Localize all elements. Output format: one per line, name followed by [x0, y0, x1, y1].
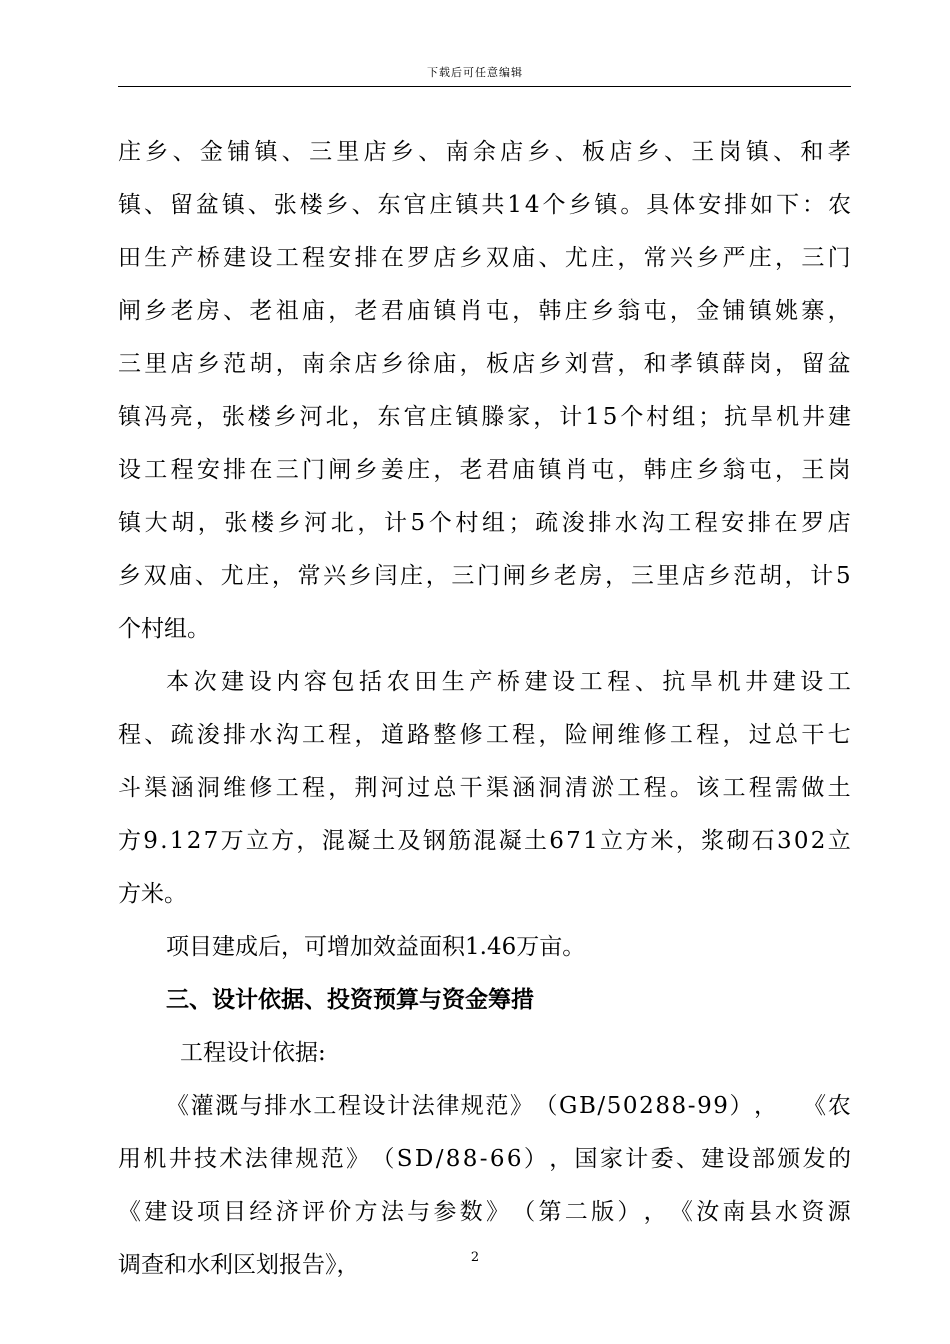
text-line: 设 工 程 安 排 在 三 门 闸 乡 姜 庄 ， 老 君 庙 镇 肖 屯 ， 韩 庄 乡 翁 屯 ， 王 岗	[118, 457, 851, 483]
text-line: 镇 大 胡 ， 张 楼 乡 河 北 ， 计 5 个 村 组 ； 疏 浚 排 水 沟 工 程 安 排 在 罗 店	[118, 510, 851, 536]
text-line: 方米。	[118, 881, 187, 907]
text-line: 三 里 店 乡 范 胡 ， 南 余 店 乡 徐 庙 ， 板 店 乡 刘 营 ， 和 孝 镇 薛 岗 ， 留 盆	[118, 351, 851, 377]
paragraph-benefit: 项目建成后，可增加效益面积1.46万亩。	[166, 934, 586, 960]
paragraph-villages	[118, 126, 851, 656]
text-line: 程 、 疏 浚 排 水 沟 工 程 ， 道 路 整 修 工 程 ， 险 闸 维 修 工 程 ， 过 总 干 七	[118, 722, 851, 748]
page-header: 下载后可任意编辑	[427, 66, 523, 79]
text-line: 本 次 建 设 内 容 包 括 农 田 生 产 桥 建 设 工 程 、 抗 旱 机 井 建 设 工	[166, 669, 851, 695]
text-line: 《 建 设 项 目 经 济 评 价 方 法 与 参 数 》 （ 第 二 版 ） ， 《 汝 南 县 水 资 源	[118, 1199, 851, 1225]
design-basis-label: 工程设计依据:	[180, 1040, 326, 1066]
text-line: 用 机 井 技 术 法 律 规 范 》 （ S D / 8 8 - 6 6 ） ， 国 家 计 委 、 建 设 部 颁 发 的	[118, 1146, 851, 1172]
text-line: 《 灌 溉 与 排 水 工 程 设 计 法 律 规 范 》 （ G B / 5 0 2 8 8 - 9 9 ） ， 《 农	[166, 1093, 851, 1119]
header-rule	[118, 86, 851, 87]
text-line: 镇 、 留 盆 镇 、 张 楼 乡 、 东 官 庄 镇 共 1 4 个 乡 镇 。 具 体 安 排 如 下 ： 农	[118, 192, 851, 218]
paragraph-construction-content	[118, 656, 851, 921]
text-line: 调查和水利区划报告》，	[118, 1252, 360, 1278]
text-line: 斗 渠 涵 洞 维 修 工 程 ， 荆 河 过 总 干 渠 涵 洞 清 淤 工 程 。 该 工 程 需 做 土	[118, 775, 851, 801]
page-number: 2	[470, 1250, 480, 1265]
text-line: 闸 乡 老 房 、 老 祖 庙 ， 老 君 庙 镇 肖 屯 ， 韩 庄 乡 翁 屯 ， 金 铺 镇 姚 寨 ，	[118, 298, 851, 324]
text-line: 镇 冯 亮 ， 张 楼 乡 河 北 ， 东 官 庄 镇 滕 家 ， 计 1 5 个 村 组 ； 抗 旱 机 井 建	[118, 404, 851, 430]
text-line: 方 9 . 1 2 7 万 立 方 ， 混 凝 土 及 钢 筋 混 凝 土 6 7 1 立 方 米 ， 浆 砌 石 3 0 2 立	[118, 828, 851, 854]
section-heading: 三、设计依据、投资预算与资金筹措	[166, 987, 534, 1013]
document-body	[118, 126, 851, 1292]
text-line: 庄 乡 、 金 铺 镇 、 三 里 店 乡 、 南 余 店 乡 、 板 店 乡 、 王 岗 镇 、 和 孝	[118, 139, 851, 165]
text-line: 个村组。	[118, 616, 210, 642]
text-line: 乡 双 庙 、 尤 庄 ， 常 兴 乡 闫 庄 ， 三 门 闸 乡 老 房 ， 三 里 店 乡 范 胡 ， 计 5	[118, 563, 851, 589]
text-line: 田 生 产 桥 建 设 工 程 安 排 在 罗 店 乡 双 庙 、 尤 庄 ， 常 兴 乡 严 庄 ， 三 门	[118, 245, 851, 271]
